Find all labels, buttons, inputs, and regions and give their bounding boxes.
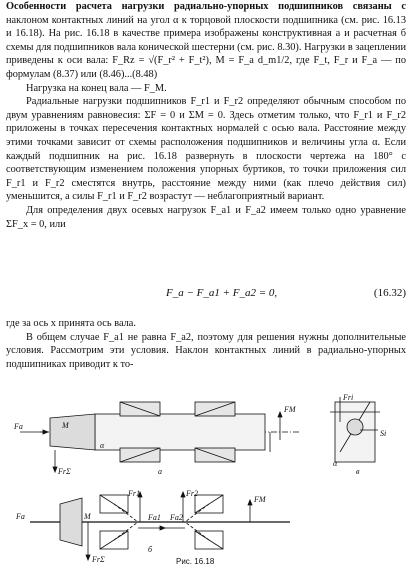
label-fa-a: Fa [14, 422, 23, 431]
paragraph-axis: где за ось x принята ось вала. [6, 318, 136, 329]
label-fri: Fri [343, 393, 354, 402]
paragraph-general: В общем случае F_a1 не равна F_a2, поэтому для решения нужны дополнительные условия. Рассмотрим эти условия. Наклон контактных линий в радиально-упорных подшипниках приводит к то- [6, 331, 406, 370]
equation-16-32 [6, 287, 406, 303]
figure-caption: Рис. 16.18 [176, 557, 215, 566]
label-fr2: Fr2 [186, 489, 198, 498]
sub-label-a: а [158, 467, 162, 476]
label-alpha-a: α [100, 441, 105, 450]
label-fr1: Fr1 [128, 489, 140, 498]
sub-label-b: б [148, 545, 153, 554]
body-text-bottom [6, 317, 406, 371]
paragraph-intro: Особенности расчета нагрузки радиально-упорных подшипников связаны с наклоном контактных линий на угол α к торцовой плоскости подшипника (см. рис. 16.13 и 16.18). На рис. 16.18 в качестве примера изображены конструктивная а и расчетная б схемы для подшипников вала конической шестерни (см. рис. 8.30). Нагрузки в зацеплении приведены к оси вала: F_Rz = √(F_r² + F_t²), M = F_a d_m1/2, где F_t, F_r и F_a — по формулам (8.37) или (8.46)...(8.48) [6, 1, 406, 80]
label-frz-a: FrΣ [58, 467, 71, 476]
sub-label-v: в [356, 467, 360, 476]
label-fa2: Fa2 [170, 513, 183, 522]
figure-16-18 [0, 392, 415, 569]
body-text-top [6, 0, 406, 231]
label-fa1: Fa1 [148, 513, 161, 522]
label-si: Si [380, 429, 387, 438]
label-m-a: M [62, 421, 69, 430]
label-fm-a: FM [284, 405, 296, 414]
label-alpha-v: α [333, 459, 338, 468]
label-frz-b: FrΣ [92, 555, 105, 564]
label-m-b: M [84, 512, 91, 521]
paragraph-radial: Радиальные нагрузки подшипников F_r1 и F_r2 определяют обычным способом по двум уравнениям равновесия: ΣF = 0 и ΣM = 0. Здесь отметим только, что F_r1 и F_r2 приложены в точках пересечения контактных нормалей с осью вала. Расстояние между этими точками зависит от схемы расположения подшипников и величины угла α. Если каждый подшипник на рис. 16.18 развернуть в плоскости чертежа на 180° с соответствующим изменением положения упорных буртиков, то точки приложения сил F_r1 и F_r2 сместятся внутрь, расстояние между ними (как плечо действия сил) уменьшится, а силы F_r1 и F_r2 возрастут — неблагоприятный вариант. [6, 96, 406, 203]
paragraph-load: Нагрузка на конец вала — F_M. [26, 82, 167, 94]
label-fa-b: Fa [16, 512, 25, 521]
equation-number: (16.32) [373, 287, 406, 299]
scheme-a-drawing [20, 402, 300, 472]
equation-formula: F_a − F_a1 + F_a2 = 0, [166, 287, 278, 299]
paragraph-axial: Для определения двух осевых нагрузок F_a1 и F_a2 имеем только одно уравнение ΣF_x = 0, или [6, 204, 406, 230]
label-fm-b: FM [254, 495, 266, 504]
scheme-v-drawing [330, 397, 380, 462]
